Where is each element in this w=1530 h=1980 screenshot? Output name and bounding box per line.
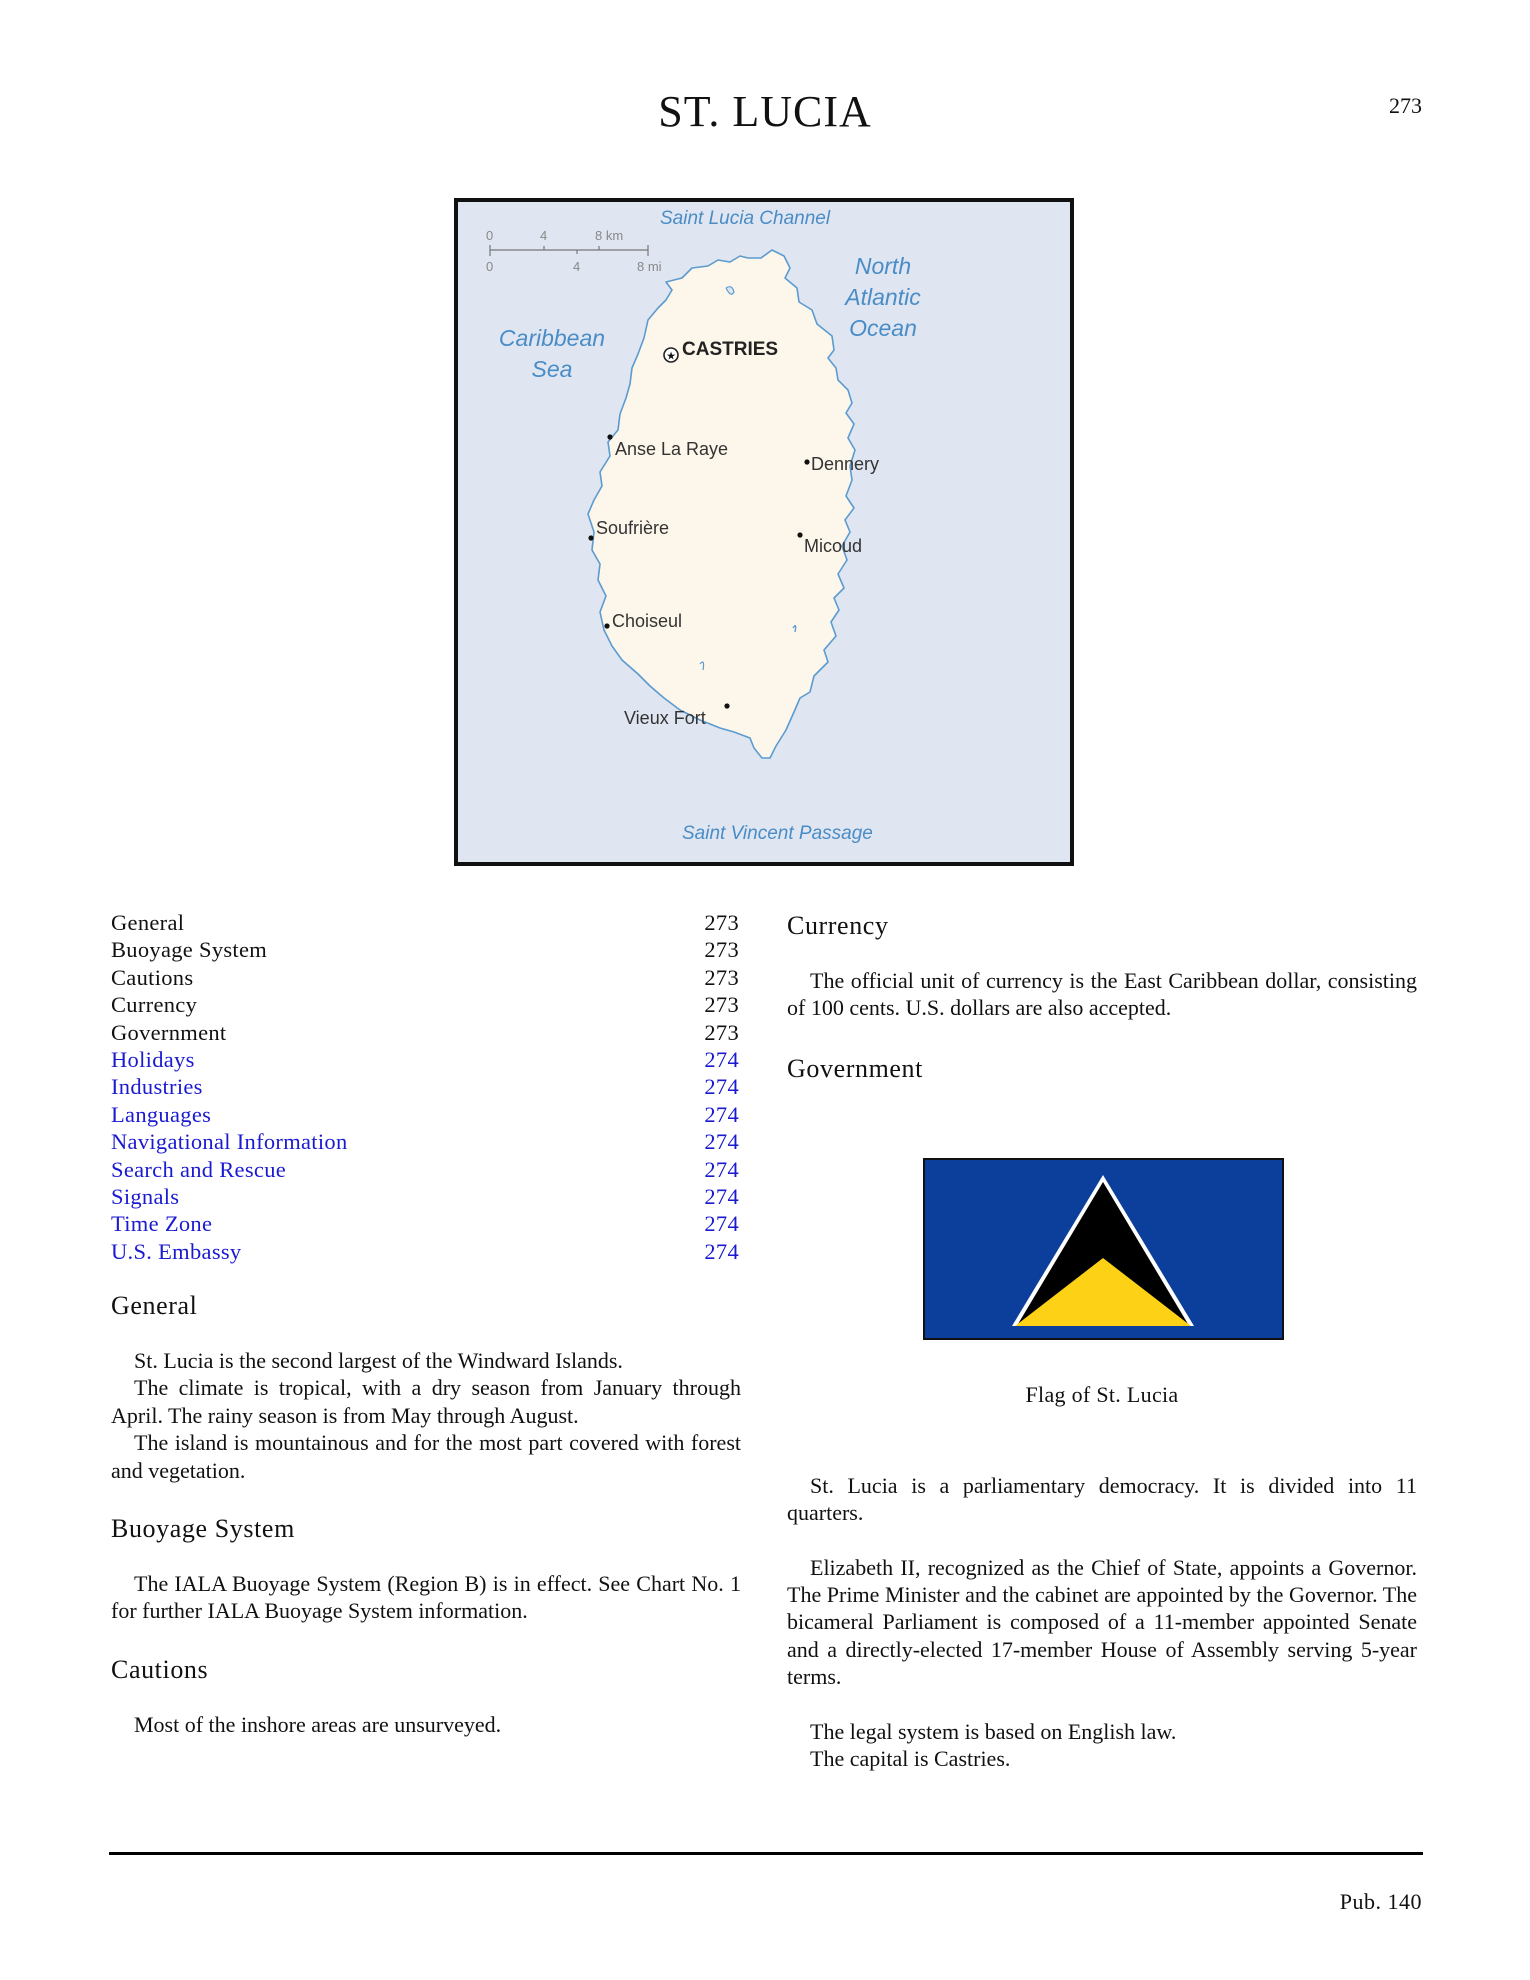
table-of-contents: [111, 909, 739, 1265]
label-anse-la-raye: Anse La Raye: [615, 439, 729, 459]
label-micoud: Micoud: [804, 536, 863, 556]
page-number: 273: [1389, 93, 1422, 118]
toc-link-navigational-information[interactable]: Navigational Information 274: [111, 1129, 739, 1155]
label-choiseul: Choiseul: [612, 611, 683, 631]
flag-of-st-lucia: [923, 1158, 1284, 1340]
flag-caption: Flag of St. Lucia: [1025, 1382, 1179, 1407]
toc-link-holidays[interactable]: Holidays 274: [111, 1047, 739, 1073]
svg-text:8 mi: 8 mi: [637, 259, 662, 274]
government-paragraph-2: Elizabeth II, recognized as the Chief of State, appoints a Governor. The Prime Minister and the cabinet are appointed by the Governor. The bicameral Parliament is composed of a 11-member appointed Senate and a directly-elected 17-member House of Assembly serving 5-year terms.: [787, 1554, 1417, 1690]
section-buoyage-system: [111, 1514, 741, 1625]
heading-general: General: [111, 1291, 198, 1320]
label-saint-lucia-channel: Saint Lucia Channel: [660, 208, 831, 229]
svg-text:4: 4: [540, 228, 548, 243]
label-dennery: Dennery: [811, 454, 880, 474]
buoyage-paragraph-1: The IALA Buoyage System (Region B) is in effect. See Chart No. 1 for further IALA Buoyage System information.: [111, 1571, 741, 1624]
heading-buoyage-system: Buoyage System: [111, 1514, 295, 1544]
toc-item-buoyage-system: Buoyage System 273: [111, 937, 739, 963]
label-ocean: Ocean: [849, 315, 917, 341]
svg-text:4: 4: [573, 259, 581, 274]
government-paragraph-3: The legal system is based on English law.: [810, 1718, 1177, 1744]
toc-item-cautions: Cautions 273: [111, 964, 739, 990]
cautions-paragraph-1: Most of the inshore areas are unsurveyed.: [134, 1711, 502, 1737]
heading-cautions: Cautions: [111, 1654, 209, 1684]
general-paragraph-3: The island is mountainous and for the most part covered with forest and vegetation.: [111, 1430, 741, 1483]
toc-link-us-embassy[interactable]: U.S. Embassy 274: [111, 1238, 739, 1264]
government-paragraph-4: The capital is Castries.: [810, 1746, 1011, 1772]
heading-government: Government: [787, 1053, 923, 1083]
government-paragraph-1: St. Lucia is a parliamentary democracy. It is divided into 11 quarters.: [787, 1472, 1417, 1526]
country-map: [454, 198, 1074, 866]
svg-text:0: 0: [486, 228, 494, 243]
label-castries: CASTRIES: [682, 339, 779, 360]
toc-link-time-zone[interactable]: Time Zone 274: [111, 1211, 739, 1237]
toc-link-search-and-rescue[interactable]: Search and Rescue 274: [111, 1156, 739, 1182]
svg-text:★: ★: [666, 350, 676, 363]
label-sea: Sea: [531, 356, 573, 382]
footer-divider: [109, 1852, 1423, 1855]
currency-paragraph-1: The official unit of currency is the East Caribbean dollar, consisting of 100 cents. U.S. dollars are also accepted.: [787, 968, 1417, 1021]
label-soufriere: Soufrière: [596, 518, 670, 538]
svg-text:8 km: 8 km: [595, 228, 624, 243]
label-atlantic: Atlantic: [845, 284, 921, 310]
toc-link-languages[interactable]: Languages 274: [111, 1101, 739, 1127]
toc-link-industries[interactable]: Industries 274: [111, 1074, 739, 1100]
heading-currency: Currency: [787, 911, 889, 940]
label-caribbean: Caribbean: [498, 325, 606, 351]
section-cautions: [111, 1655, 741, 1738]
toc-item-general: General 273: [111, 910, 739, 935]
toc-link-signals[interactable]: Signals 274: [111, 1184, 739, 1210]
label-north: North: [854, 253, 912, 279]
page-title: ST. LUCIA: [658, 87, 872, 136]
toc-item-currency: Currency 273: [111, 992, 739, 1018]
general-paragraph-2: The climate is tropical, with a dry season from January through April. The rainy season is from May through August.: [111, 1375, 741, 1428]
capital-marker: [664, 339, 778, 363]
general-paragraph-1: St. Lucia is the second largest of the Windward Islands.: [134, 1348, 623, 1373]
right-column: [787, 911, 1417, 1772]
label-vieux-fort: Vieux Fort: [624, 708, 706, 728]
section-currency: [787, 911, 1417, 1022]
label-saint-vincent-passage: Saint Vincent Passage: [682, 823, 873, 844]
svg-text:0: 0: [486, 259, 494, 274]
left-column: [111, 1291, 741, 1738]
toc-item-government: Government 273: [111, 1019, 739, 1045]
publication-label: Pub. 140: [1339, 1889, 1422, 1914]
section-general: [111, 1291, 741, 1484]
